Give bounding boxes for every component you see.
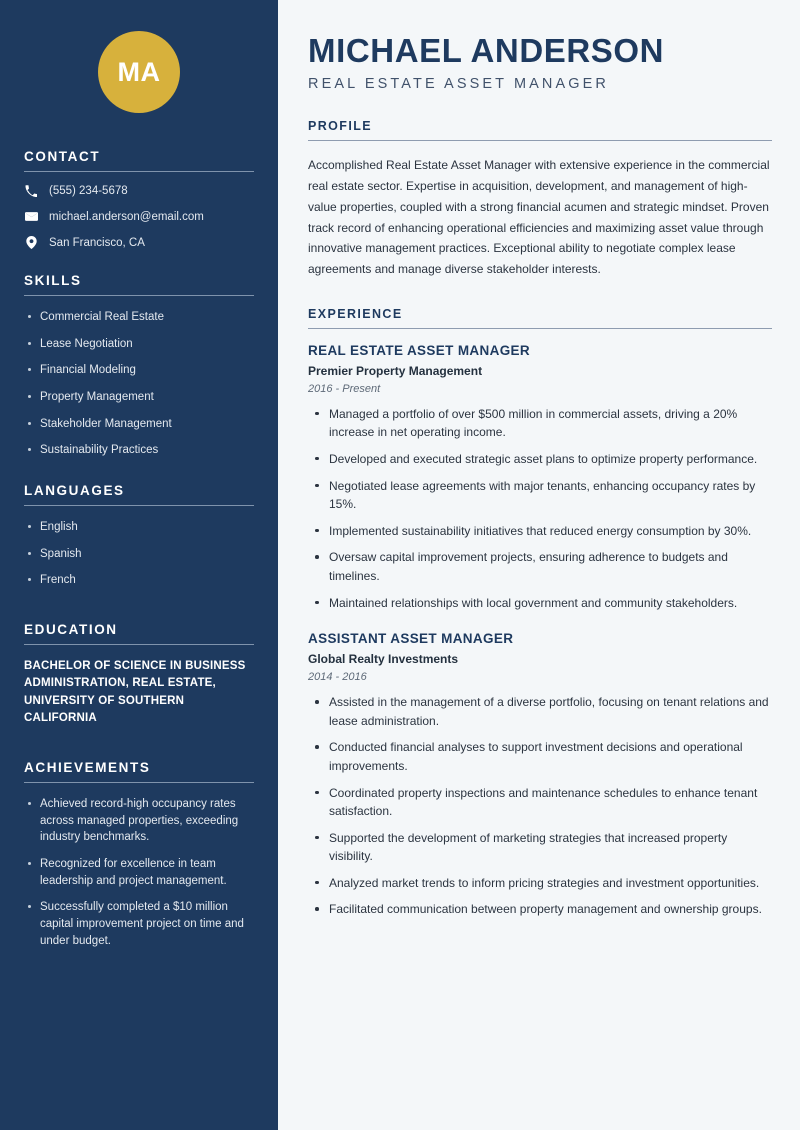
profile-section [308,119,772,280]
job-bullet-list [308,405,772,612]
languages-divider [24,505,254,506]
education-heading: EDUCATION [24,622,118,638]
list-item: English [24,519,254,536]
phone-icon [24,185,38,197]
list-item: Spanish [24,546,254,563]
list-item: Negotiated lease agreements with major tenants, enhancing occupancy rates by 15%. [308,477,772,514]
experience-divider [308,328,772,329]
job-dates: 2016 - Present [308,382,381,395]
list-item: Managed a portfolio of over $500 million in commercial assets, driving a 20% increase in net operating income. [308,405,772,442]
avatar-container [24,0,254,149]
achievements-heading: ACHIEVEMENTS [24,760,151,776]
sidebar [0,0,278,1130]
list-item: Successfully completed a $10 million capital improvement project on time and under budget. [24,899,254,949]
languages-list [24,519,254,589]
job-company: Global Realty Investments [308,652,459,667]
education-degree: BACHELOR OF SCIENCE IN BUSINESS ADMINISTRATION, REAL ESTATE, UNIVERSITY OF SOUTHERN CALIFORNIA [24,660,246,724]
contact-section [24,149,254,249]
list-item: Conducted financial analyses to support investment decisions and operational improvements. [308,738,772,775]
professional-title: REAL ESTATE ASSET MANAGER [308,76,609,93]
experience-entry [308,343,772,612]
list-item: Achieved record-high occupancy rates across managed properties, exceeding industry benchmarks. [24,796,254,846]
list-item: Lease Negotiation [24,336,254,353]
list-item: Stakeholder Management [24,416,254,433]
contact-item-phone[interactable] [24,185,254,197]
envelope-icon [24,210,38,223]
list-item: Coordinated property inspections and maintenance schedules to enhance tenant satisfaction. [308,784,772,821]
skills-list [24,309,254,459]
list-item: Maintained relationships with local government and community stakeholders. [308,594,772,613]
map-pin-icon [24,236,38,249]
education-divider [24,644,254,645]
contact-item-email[interactable] [24,210,254,223]
list-item: Assisted in the management of a diverse portfolio, focusing on tenant relations and lease administration. [308,693,772,730]
achievements-section [24,760,254,949]
list-item: Commercial Real Estate [24,309,254,326]
list-item: Supported the development of marketing strategies that increased property visibility. [308,829,772,866]
list-item: Facilitated communication between property management and ownership groups. [308,900,772,919]
list-item: Developed and executed strategic asset plans to optimize property performance. [308,450,772,469]
contact-divider [24,171,254,172]
list-item: Oversaw capital improvement projects, ensuring adherence to budgets and timelines. [308,548,772,585]
experience-section [308,307,772,919]
list-item: Implemented sustainability initiatives that reduced energy consumption by 30%. [308,522,772,541]
contact-location-value: San Francisco, CA [49,236,145,249]
achievements-list [24,796,254,949]
page-title: MICHAEL ANDERSON [308,32,665,69]
skills-section [24,273,254,459]
profile-text: Accomplished Real Estate Asset Manager with extensive experience in the commercial real estate sector. Expertise in acquisition, development, and management of high-value properties, coupled with a strong financial acumen and strategic mindset. Proven track record of enhancing operational efficiencies and maximizing asset value through innovative management practices. Exceptional ability to negotiate complex lease agreements and manage diverse stakeholder interests. [308,158,770,277]
job-role: REAL ESTATE ASSET MANAGER [308,342,531,358]
contact-phone-value: (555) 234-5678 [49,185,128,197]
contact-email-value: michael.anderson@email.com [49,210,204,223]
contact-heading: CONTACT [24,149,101,164]
job-bullet-list [308,693,772,919]
education-section [24,622,254,727]
avatar: MA [98,31,180,113]
list-item: French [24,572,254,589]
profile-divider [308,140,772,141]
languages-section [24,483,254,589]
job-company: Premier Property Management [308,363,483,378]
job-dates: 2014 - 2016 [308,671,367,684]
contact-item-location[interactable] [24,236,254,249]
list-item: Sustainability Practices [24,442,254,459]
skills-divider [24,295,254,296]
list-item: Financial Modeling [24,362,254,379]
experience-heading: EXPERIENCE [308,306,403,321]
list-item: Property Management [24,389,254,406]
languages-heading: LANGUAGES [24,483,125,499]
list-item: Analyzed market trends to inform pricing strategies and investment opportunities. [308,874,772,893]
list-item: Recognized for excellence in team leadership and project management. [24,856,254,889]
main-content [278,0,800,1130]
profile-heading: PROFILE [308,119,372,134]
skills-heading: SKILLS [24,273,82,288]
experience-entry [308,631,772,919]
job-role: ASSISTANT ASSET MANAGER [308,631,514,647]
achievements-divider [24,782,254,783]
